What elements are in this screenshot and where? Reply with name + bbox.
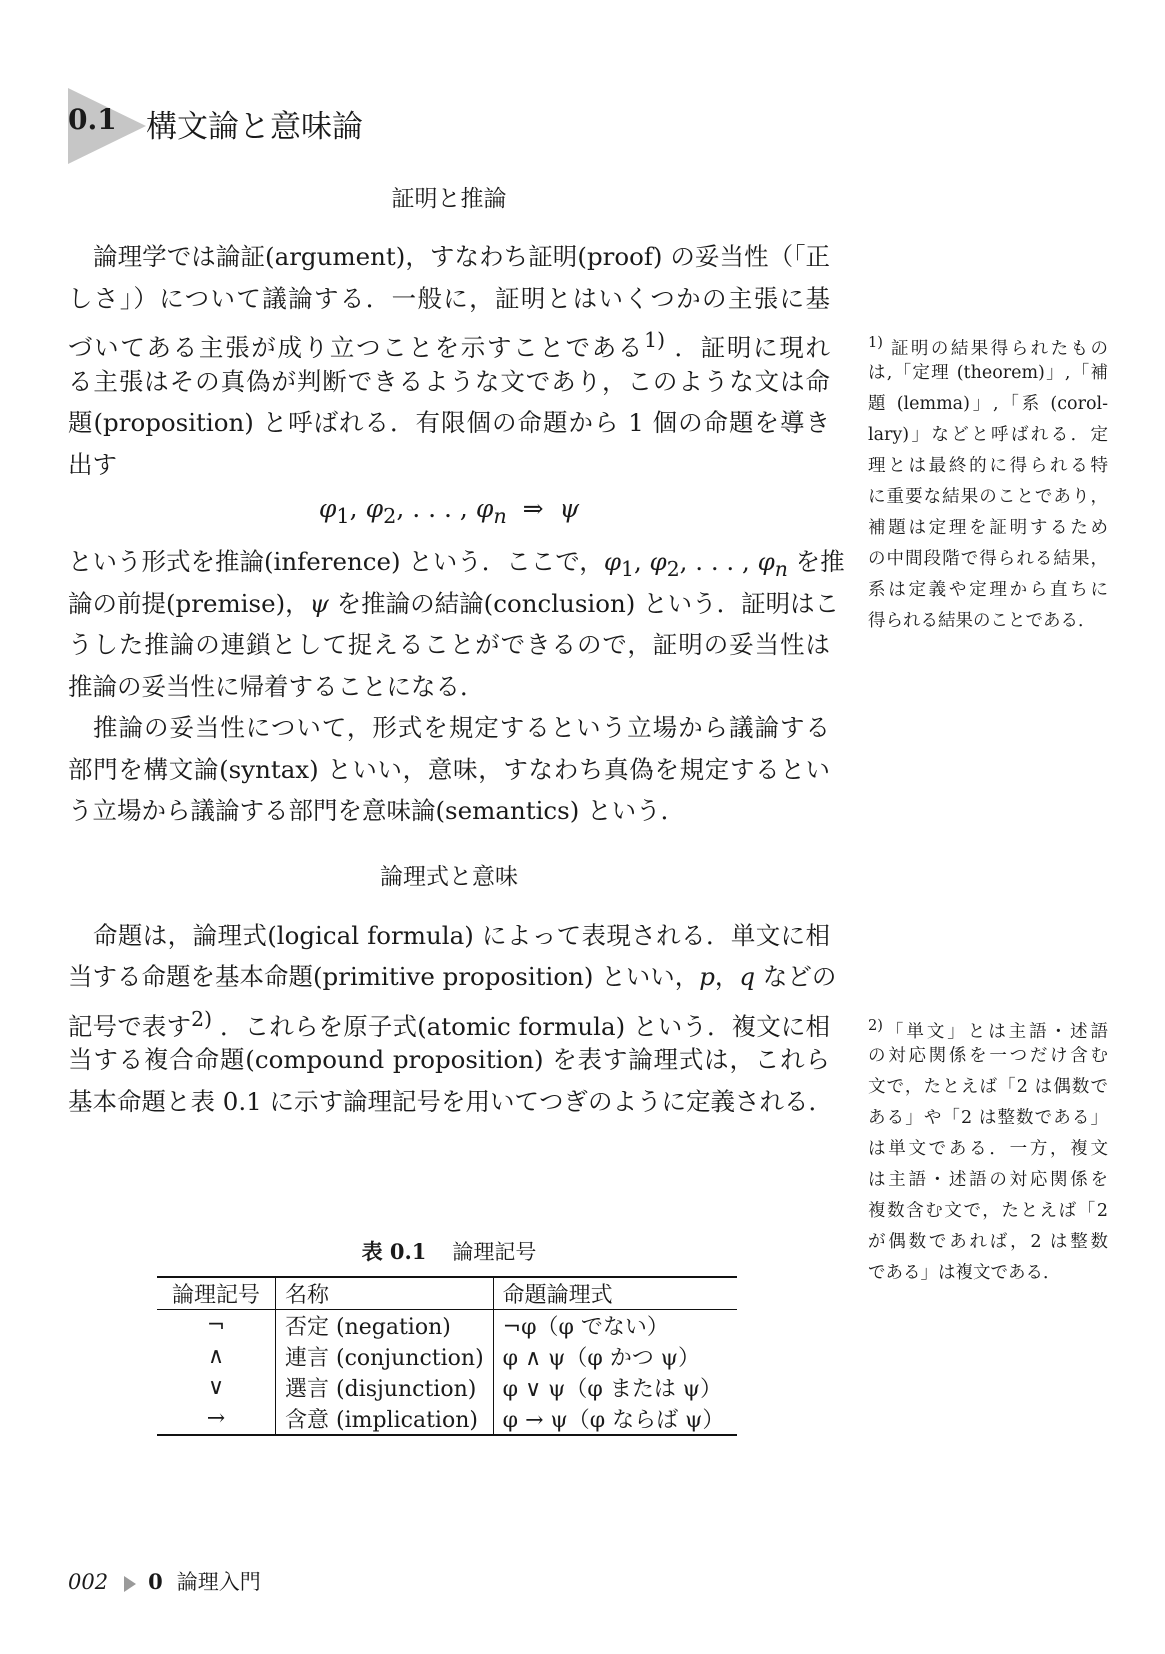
footnote-1-line: 系は定義や定理から直ちに: [868, 580, 1108, 600]
footnote-1-line: $^{1)}$ 証明の結果得られたもの: [868, 334, 1108, 359]
page-number: 002: [68, 1570, 109, 1594]
footnote-2-line: 文で，たとえば「2 は偶数で: [868, 1077, 1108, 1097]
table-header-cell: 命題論理式: [493, 1277, 737, 1310]
p2-line: うした推論の連鎖として捉えることができるので，証明の妥当性は: [68, 630, 830, 659]
table-cell: →: [206, 1406, 226, 1431]
footnote-2-line: は主語・述語の対応関係を: [868, 1170, 1108, 1190]
p3-line: う立場から議論する部門を意味論(semantics) という．: [68, 796, 686, 825]
table-cell: ∧: [207, 1344, 225, 1369]
chapter-title: 論理入門: [176, 1570, 261, 1594]
table-cell: 連言 (conjunction): [276, 1341, 494, 1372]
table-cell: ∨: [207, 1375, 225, 1400]
triangle-right-icon: [124, 1576, 136, 1592]
table-cell: 選言 (disjunction): [276, 1372, 494, 1403]
page-footer: [68, 1566, 261, 1596]
p4-line: 当する複合命題(compound proposition) を表す論理式は，これら: [68, 1045, 830, 1074]
footnote-1-line: に重要な結果のことであり，: [868, 487, 1108, 507]
footnote-1-line: 理とは最終的に得られる特: [868, 456, 1108, 476]
table-row: [157, 1341, 737, 1372]
footnote-1-line: は,「定理 (theorem)」,「補: [868, 363, 1108, 383]
logic-symbol-table: [157, 1276, 737, 1436]
section-title: 構文論と意味論: [146, 109, 363, 145]
table-header-cell: 名称: [276, 1277, 494, 1310]
footnote-2-line: $^{2)}$「単文」とは主語・述語: [868, 1017, 1108, 1042]
footnote-2-line: 複数含む文で，たとえば「2: [868, 1201, 1108, 1221]
table-row: [157, 1310, 737, 1342]
footnote-2-line: である」は複文である．: [868, 1263, 1061, 1283]
chapter-number: 0: [148, 1569, 163, 1594]
subheading-formula-meaning: 論理式と意味: [380, 864, 518, 890]
table-cell: ¬φ（φ でない）: [493, 1310, 737, 1342]
footnote-2-line: ある」や「2 は整数である」: [868, 1108, 1108, 1128]
table-caption-label: 表 0.1: [361, 1239, 427, 1264]
footnote-2-line: の対応関係を一つだけ含む: [868, 1046, 1108, 1066]
table-cell: ¬: [206, 1313, 226, 1338]
p3-line: 部門を構文論(syntax) といい，意味，すなわち真偽を規定するとい: [68, 755, 831, 784]
footnote-1-line: 補題は定理を証明するため: [868, 518, 1108, 538]
footnote-2-line: が偶数であれば，2 は整数: [868, 1232, 1108, 1252]
footnote-1-line: の中間段階で得られる結果，: [868, 549, 1108, 569]
table-caption-title: 論理記号: [452, 1240, 537, 1264]
p1-line: 論理学では論証(argument)，すなわち証明(proof) の妥当性（「正: [93, 242, 831, 271]
footnote-2-line: は単文である．一方，複文: [868, 1139, 1108, 1159]
p1-line: 出す: [68, 450, 117, 479]
table-row: [157, 1372, 737, 1403]
p1-line: る主張はその真偽が判断できるような文であり，このような文は命: [68, 367, 830, 396]
table-cell: φ ∨ ψ（φ または ψ）: [493, 1372, 737, 1403]
table-cell: φ → ψ（φ ならば ψ）: [493, 1403, 737, 1435]
p2-line: という形式を推論(inference) という．ここで，$\varphi_1$, $\varphi_2$, . . . , $\varphi_n$ を推: [68, 547, 845, 581]
p1-line: 題(proposition) と呼ばれる．有限個の命題から 1 個の命題を導き: [68, 408, 831, 437]
table-cell: 含意 (implication): [276, 1403, 494, 1435]
p1-line: しさ」）について議論する．一般に，証明とはいくつかの主張に基: [68, 284, 830, 313]
footnote-1-line: 得られる結果のことである．: [868, 611, 1096, 631]
p4-line: 記号で表す$^{2)}$ ．これらを原子式(atomic formula) という．複文に相: [68, 1007, 830, 1042]
p1-line: づいてある主張が成り立つことを示すことである$^{1)}$ ．証明に現れ: [68, 328, 830, 363]
table-row: [157, 1403, 737, 1435]
p4-line: 命題は，論理式(logical formula) によって表現される．単文に相: [93, 921, 831, 950]
subheading-proof-inference: 証明と推論: [391, 186, 507, 212]
p2-line: 論の前提(premise)，ψ を推論の結論(conclusion) という．証明はこ: [68, 589, 840, 618]
p4-line: 基本命題と表 0.1 に示す論理記号を用いてつぎのように定義される．: [68, 1087, 834, 1116]
section-number: 0.1: [68, 103, 117, 136]
footnote-1-line: lary)」などと呼ばれる．定: [868, 425, 1108, 445]
footnote-1-line: 題 (lemma)」,「系 (corol-: [868, 394, 1108, 414]
p2-line: 推論の妥当性に帰着することになる．: [68, 672, 485, 701]
p4-line: 当する命題を基本命題(primitive proposition) といい，p，q などの: [68, 962, 837, 991]
table-cell: φ ∧ ψ（φ かつ ψ）: [493, 1341, 737, 1372]
table-header-cell: 論理記号: [157, 1277, 276, 1310]
table-header-row: [157, 1277, 737, 1310]
table-cell: 否定 (negation): [276, 1310, 494, 1342]
inference-equation: $\varphi_1$, $\varphi_2$, . . . , $\varphi_n$ ⇒ ψ: [318, 494, 580, 528]
p3-line: 推論の妥当性について，形式を規定するという立場から議論する: [93, 713, 830, 742]
table-caption: [68, 1236, 830, 1266]
